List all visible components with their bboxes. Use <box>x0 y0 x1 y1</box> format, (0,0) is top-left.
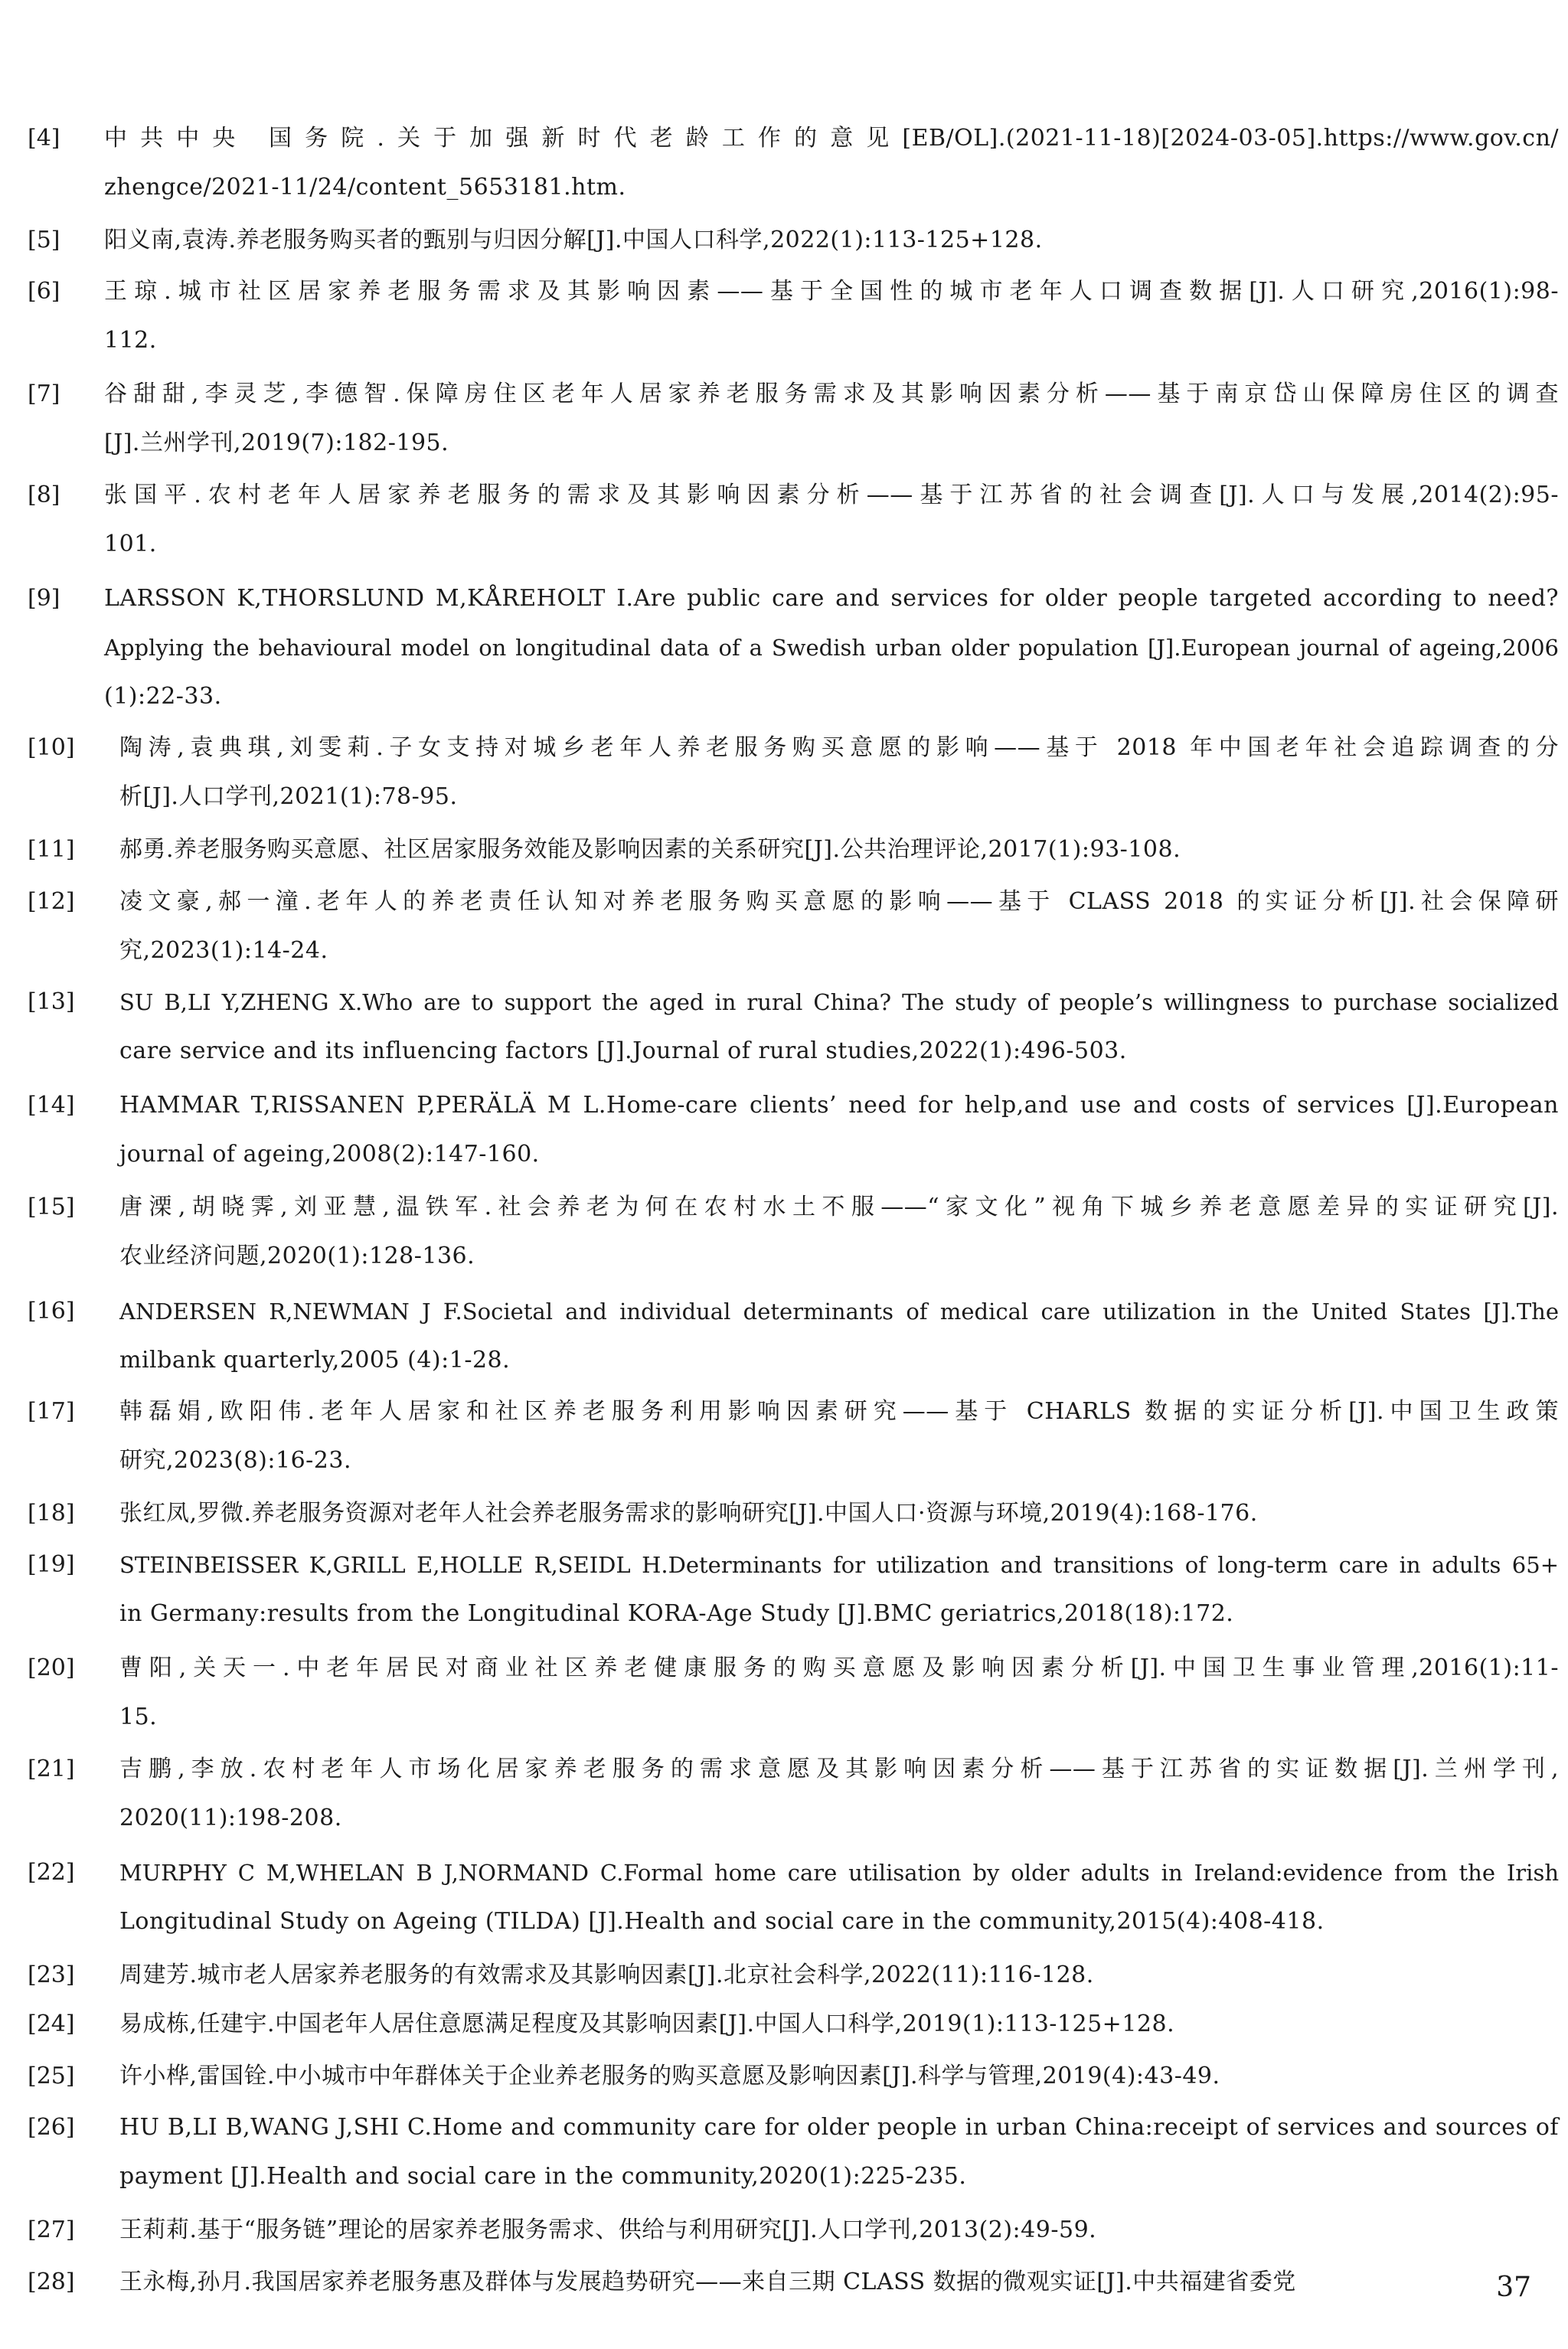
reference-entry <box>28 2102 1559 2194</box>
reference-text-line: Longitudinal Study on Ageing (TILDA) [J].Health and social care in the community,2015(4):408-418. <box>119 1908 1325 1935</box>
reference-entry <box>28 1080 1559 1172</box>
reference-text-line: SU B,LI Y,ZHENG X.Who are to support the aged in rural China? The study of people’s willingness to purchase socialized <box>119 989 1559 1015</box>
reference-text-line: 周建芳.城市老人居家养老服务的有效需求及其影响因素[J].北京社会科学,2022(11):116-128. <box>119 1962 1094 1988</box>
page-number: 37 <box>1496 2272 1531 2303</box>
reference-number: [17] <box>28 1398 75 1425</box>
reference-text-line: milbank quarterly,2005 (4):1-28. <box>119 1347 511 1374</box>
reference-text-line: (1):22-33. <box>104 683 222 710</box>
reference-number: [26] <box>28 2114 75 2141</box>
reference-text-line: 王永梅,孙月.我国居家养老服务惠及群体与发展趋势研究——来自三期 CLASS 数据的微观实证[J].中共福建省委党 <box>119 2269 1296 2295</box>
reference-entry <box>28 1182 1559 1274</box>
reference-number: [21] <box>28 1756 75 1782</box>
reference-text-line: 易成栋,任建宇.中国老年人居住意愿满足程度及其影响因素[J].中国人口科学,2019(1):113-125+128. <box>119 2011 1175 2037</box>
reference-number: [9] <box>28 585 60 612</box>
reference-number: [4] <box>28 125 60 152</box>
reference-entry <box>28 977 1559 1069</box>
reference-text-line: 王琼.城市社区居家养老服务需求及其影响因素——基于全国性的城市老年人口调查数据[J].人口研究,2016(1):98- <box>104 278 1559 305</box>
reference-text-line: 韩磊娟,欧阳伟.老年人居家和社区养老服务利用影响因素研究——基于 CHARLS 数据的实证分析[J].中国卫生政策 <box>119 1398 1559 1425</box>
reference-number: [6] <box>28 278 60 305</box>
reference-text-line: payment [J].Health and social care in the community,2020(1):225-235. <box>119 2163 967 2190</box>
reference-entry <box>28 470 1559 562</box>
reference-text-line: 郝勇.养老服务购买意愿、社区居家服务效能及影响因素的关系研究[J].公共治理评论,2017(1):93-108. <box>119 836 1181 863</box>
reference-text-line: in Germany:results from the Longitudinal KORA-Age Study [J].BMC geriatrics,2018(18):172. <box>119 1600 1234 1627</box>
reference-number: [27] <box>28 2217 75 2243</box>
reference-number: [15] <box>28 1194 75 1220</box>
reference-entry <box>28 1286 1559 1378</box>
reference-text-line: 研究,2023(8):16-23. <box>119 1447 352 1474</box>
reference-text-line: LARSSON K,THORSLUND M,KÅREHOLT I.Are public care and services for older people targeted according to need? <box>104 585 1559 612</box>
reference-text-line: 农业经济问题,2020(1):128-136. <box>119 1243 475 1269</box>
reference-number: [25] <box>28 2063 75 2089</box>
reference-number: [19] <box>28 1551 75 1578</box>
reference-entry <box>28 723 1559 815</box>
reference-text-line: 2020(11):198-208. <box>119 1805 342 1831</box>
reference-text-line: 谷甜甜,李灵芝,李德智.保障房住区老年人居家养老服务需求及其影响因素分析——基于南京岱山保障房住区的调查 <box>104 381 1559 407</box>
reference-text-line: 15. <box>119 1704 158 1730</box>
reference-number: [23] <box>28 1962 75 1988</box>
reference-text-line: 阳义南,袁涛.养老服务购买者的甄别与归因分解[J].中国人口科学,2022(1):113-125+128. <box>104 227 1043 253</box>
reference-number: [14] <box>28 1092 75 1119</box>
reference-entry <box>28 1387 1559 1478</box>
reference-text-line: STEINBEISSER K,GRILL E,HOLLE R,SEIDL H.Determinants for utilization and transitions of long-term care in adults 65+ <box>119 1552 1559 1578</box>
reference-entry <box>28 1848 1559 1939</box>
reference-text-line: 王莉莉.基于“服务链”理论的居家养老服务需求、供给与利用研究[J].人口学刊,2013(2):49-59. <box>119 2217 1097 2243</box>
reference-number: [20] <box>28 1655 75 1681</box>
reference-text-line: [J].兰州学刊,2019(7):182-195. <box>104 430 449 456</box>
reference-text-line: MURPHY C M,WHELAN B J,NORMAND C.Formal home care utilisation by older adults in Ireland:evidence from the Irish <box>119 1860 1559 1886</box>
reference-text-line: 112. <box>104 327 157 354</box>
reference-entry <box>28 113 1559 205</box>
reference-text-line: 101. <box>104 531 157 557</box>
reference-number: [24] <box>28 2011 75 2037</box>
reference-entry <box>28 266 1559 358</box>
reference-number: [12] <box>28 888 75 915</box>
reference-text-line: 凌文豪,郝一潼.老年人的养老责任认知对养老服务购买意愿的影响——基于 CLASS 2018 的实证分析[J].社会保障研 <box>119 888 1559 915</box>
reference-text-line: 究,2023(1):14-24. <box>119 937 328 964</box>
reference-text-line: 张国平.农村老年人居家养老服务的需求及其影响因素分析——基于江苏省的社会调查[J].人口与发展,2014(2):95- <box>104 482 1559 508</box>
reference-number: [8] <box>28 482 60 508</box>
reference-entry <box>28 877 1559 969</box>
reference-text-line: 析[J].人口学刊,2021(1):78-95. <box>119 783 458 810</box>
reference-number: [5] <box>28 227 60 253</box>
reference-text-line: 陶涛,袁典琪,刘雯莉.子女支持对城乡老年人养老服务购买意愿的影响——基于 2018 年中国老年社会追踪调查的分 <box>119 734 1559 761</box>
reference-number: [11] <box>28 836 75 863</box>
reference-number: [22] <box>28 1859 75 1886</box>
reference-entry <box>28 573 1559 710</box>
reference-entry <box>28 2257 1559 2349</box>
reference-text-line: 张红凤,罗微.养老服务资源对老年人社会养老服务需求的影响研究[J].中国人口·资源与环境,2019(4):168-176. <box>119 1500 1258 1527</box>
reference-entry <box>28 1643 1559 1735</box>
reference-text-line: journal of ageing,2008(2):147-160. <box>119 1141 540 1168</box>
reference-text-line: HAMMAR T,RISSANEN P,PERÄLÄ M L.Home-care clients’ need for help,and use and costs of services [J].European <box>119 1092 1559 1119</box>
reference-text-line: 曹阳,关天一.中老年居民对商业社区养老健康服务的购买意愿及影响因素分析[J].中国卫生事业管理,2016(1):11- <box>119 1655 1559 1681</box>
reference-number: [13] <box>28 988 75 1015</box>
reference-number: [10] <box>28 734 75 761</box>
reference-text-line: Applying the behavioural model on longitudinal data of a Swedish urban older population [J].European journal of ageing,2006 <box>104 635 1559 661</box>
reference-entry <box>28 1744 1559 1836</box>
reference-number: [7] <box>28 381 60 407</box>
reference-number: [28] <box>28 2269 75 2295</box>
reference-text-line: zhengce/2021-11/24/content_5653181.htm. <box>104 174 626 201</box>
reference-text-line: 唐溧,胡晓霁,刘亚慧,温铁军.社会养老为何在农村水土不服——“家文化”视角下城乡养老意愿差异的实证研究[J]. <box>119 1194 1559 1220</box>
reference-entry <box>28 369 1559 461</box>
reference-text-line: ANDERSEN R,NEWMAN J F.Societal and individual determinants of medical care utilization in the United States [J].The <box>119 1299 1559 1325</box>
reference-text-line: 许小桦,雷国铨.中小城市中年群体关于企业养老服务的购买意愿及影响因素[J].科学与管理,2019(4):43-49. <box>119 2063 1220 2089</box>
reference-entry <box>28 1540 1559 1632</box>
reference-number: [18] <box>28 1500 75 1527</box>
reference-text-line: HU B,LI B,WANG J,SHI C.Home and community care for older people in urban China:receipt of services and sources of <box>119 2114 1559 2141</box>
reference-text-line: care service and its influencing factors [J].Journal of rural studies,2022(1):496-503. <box>119 1037 1127 1064</box>
reference-number: [16] <box>28 1298 75 1325</box>
reference-text-line: 吉鹏,李放.农村老年人市场化居家养老服务的需求意愿及其影响因素分析——基于江苏省的实证数据[J].兰州学刊, <box>119 1756 1559 1782</box>
reference-text-line: 中共中央 国务院.关于加强新时代老龄工作的意见[EB/OL].(2021-11-18)[2024-03-05].https://www.gov.cn/ <box>104 125 1559 152</box>
